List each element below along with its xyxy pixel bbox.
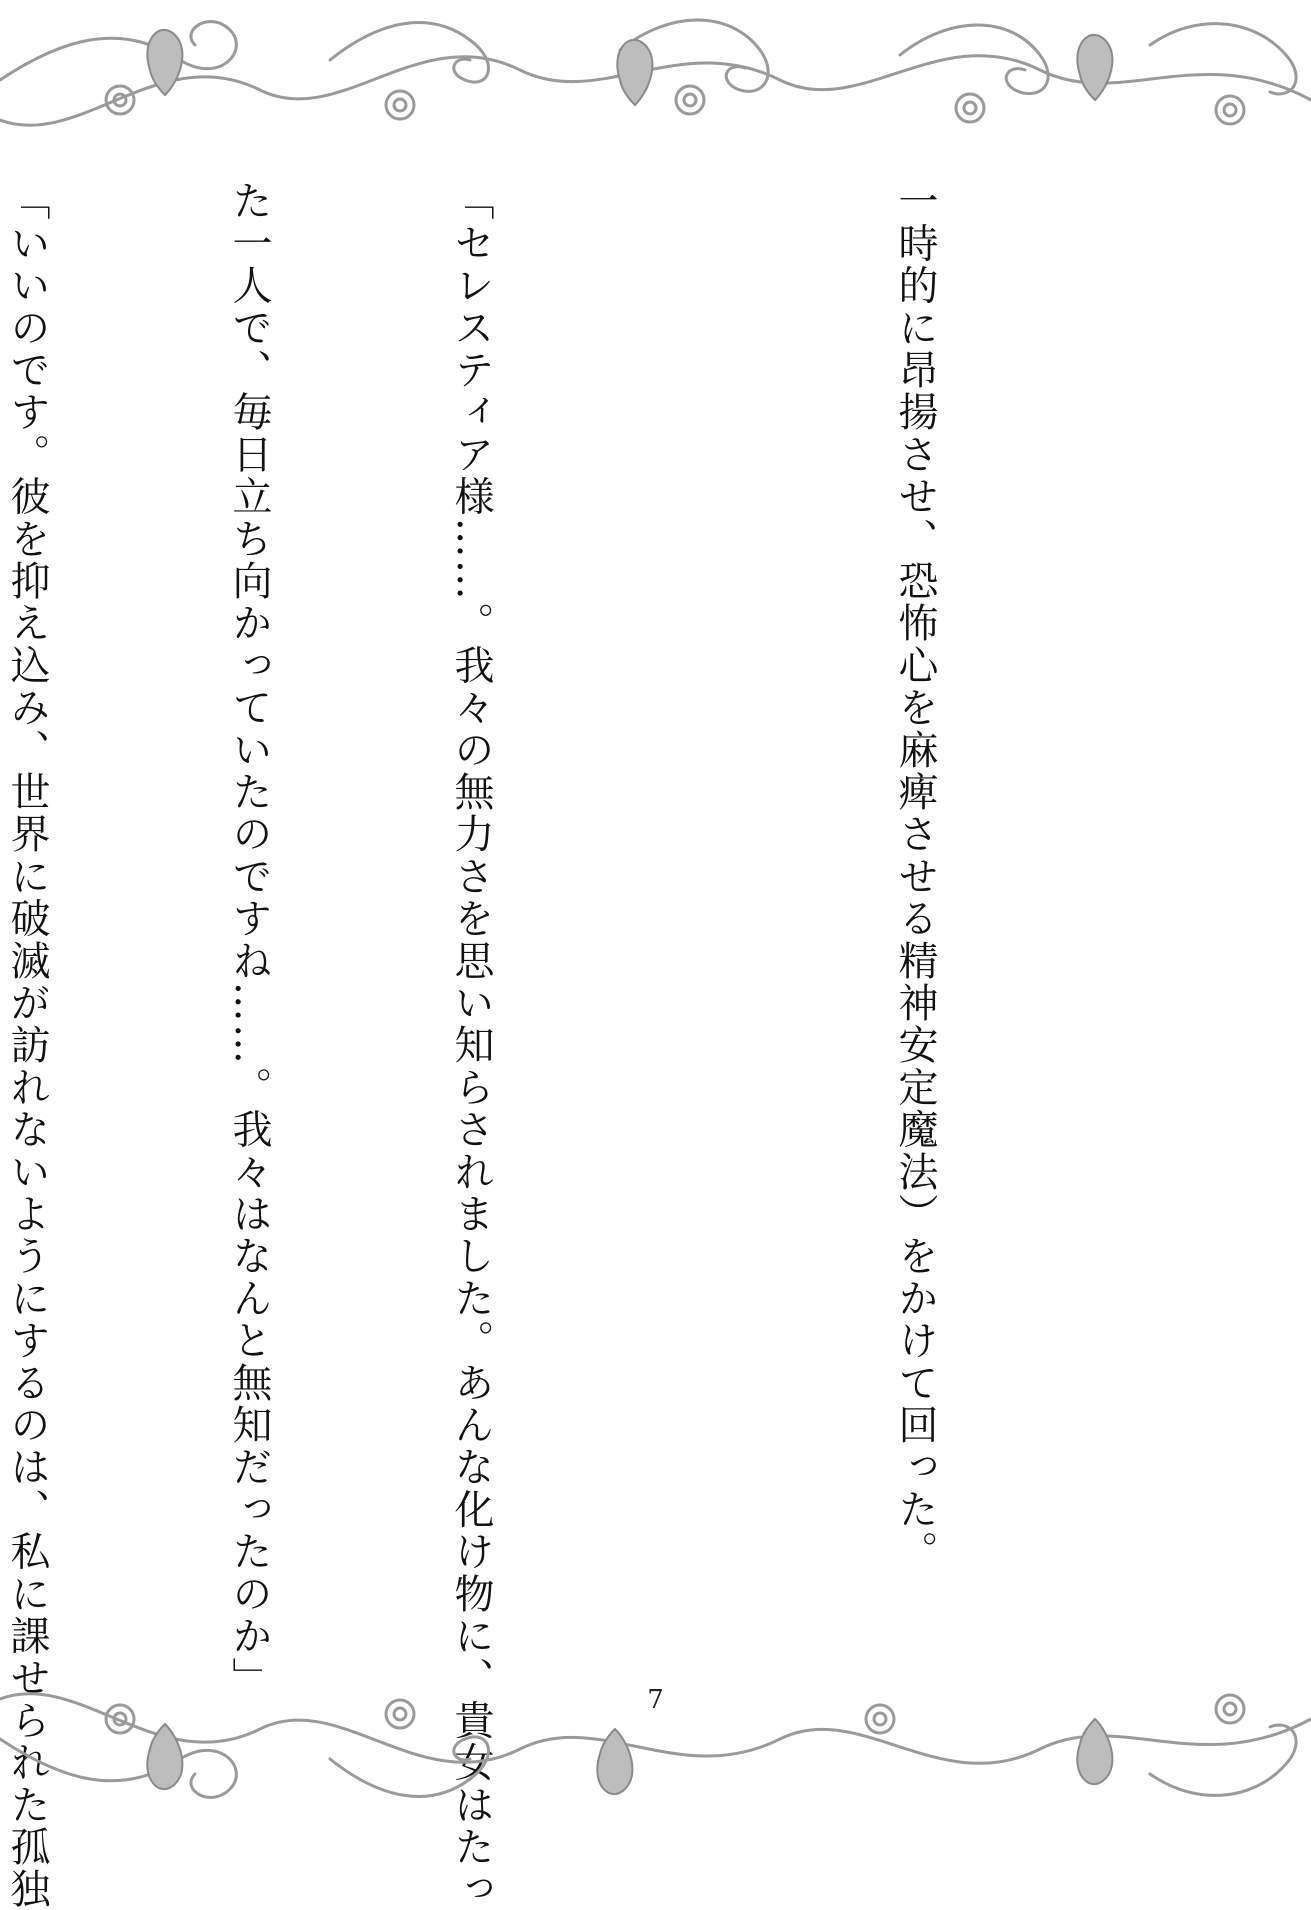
text-line: 「セレスティア様……。我々の無力さを思い知らされました。あんな化け物に、貴女はたっ <box>448 180 494 1910</box>
page-number: 7 <box>647 1685 664 1715</box>
bottom-ornament <box>0 1659 1311 1819</box>
text-line: た一人で、毎日立ち向かっていたのですね……。我々はなんと無知だったのか」 <box>226 180 272 1700</box>
text-line: 一時的に昂揚させ、恐怖心を麻痺させる精神安定魔法）をかけて回った。 <box>892 180 938 1573</box>
text-line: 「いいのです。彼を抑え込み、世界に破滅が訪れないようにするのは、私に課せられた孤独 <box>4 180 50 1910</box>
body-text <box>4 180 1100 1910</box>
top-ornament <box>0 0 1311 160</box>
blank-line <box>656 180 730 1650</box>
